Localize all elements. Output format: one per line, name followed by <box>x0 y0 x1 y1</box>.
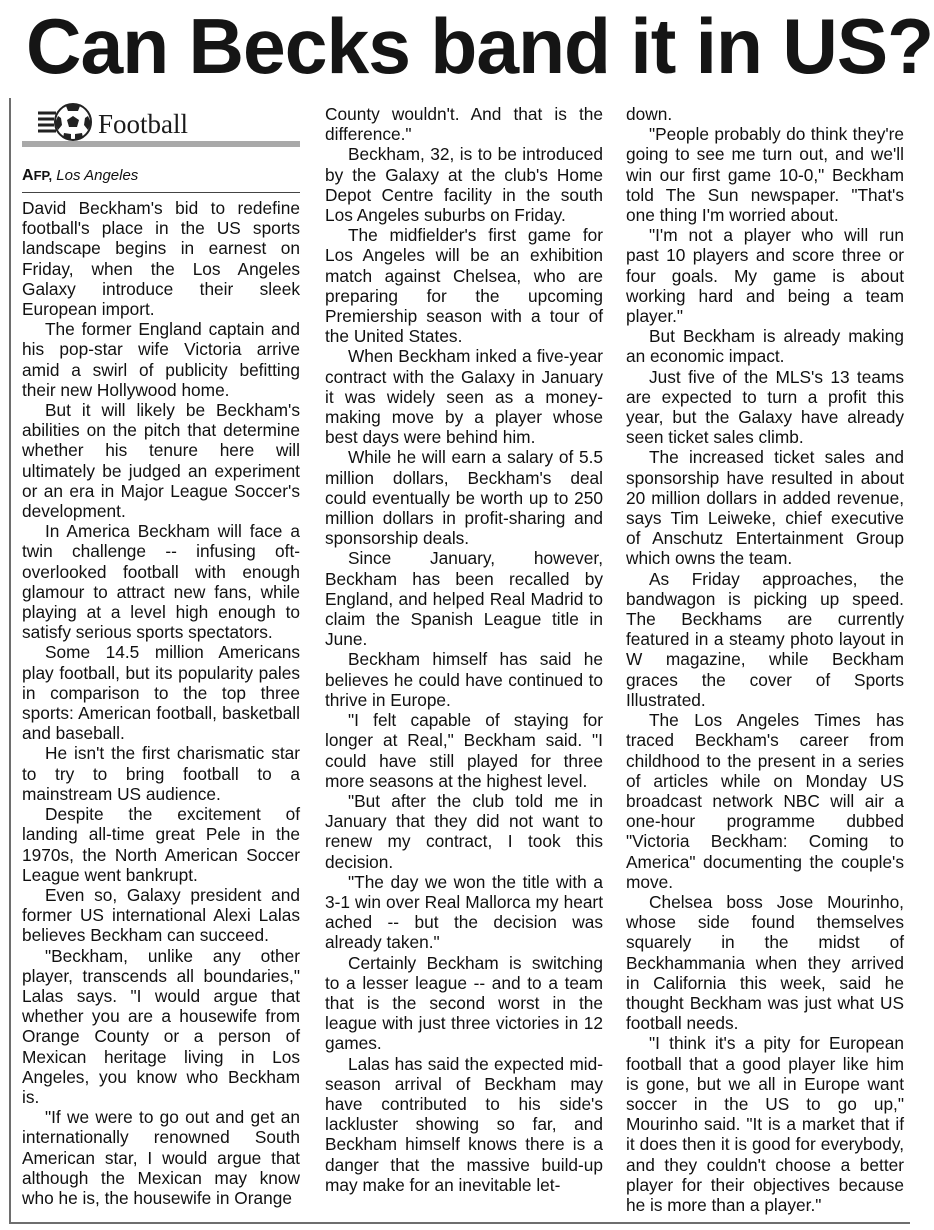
section-bar <box>22 141 300 147</box>
soccer-ball-icon <box>38 103 92 141</box>
article-paragraph: As Friday approaches, the bandwagon is picking up speed. The Beckhams are currently featured in a steamy photo layout in W magazine, while Beckham graces the cover of Sports Illustrated. <box>626 568 904 710</box>
article-paragraph: The Los Angeles Times has traced Beckham's career from childhood to the present in a series of articles while on Monday US broadcast network NBC will air a one-hour programme dubbed "Victoria Beckham: Coming to America" documenting the couple's move. <box>626 710 904 892</box>
article-column-3 <box>626 104 904 1215</box>
article-paragraph: down. <box>626 104 673 124</box>
section-header <box>22 103 300 147</box>
article-paragraph: Despite the excitement of landing all-time great Pele in the 1970s, the North American Soccer League went bankrupt. <box>22 804 300 885</box>
article-paragraph: "People probably do think they're going to see me turn out, and we'll win our first game 10-0," Beckham told The Sun newspaper. "That's one thing I'm worried about. <box>626 124 904 226</box>
article-paragraph: "If we were to go out and get an internationally renowned South American star, I would argue that although the Mexican may know who he is, the housewife in Orange <box>22 1107 300 1208</box>
article-paragraph: Lalas has said the expected mid-season arrival of Beckham may have contributed to his side's lackluster showing so far, and Beckham himself knows there is a danger that the massive build-up may make for an inevitable let- <box>325 1053 603 1195</box>
section-label: Football <box>98 109 189 139</box>
article-paragraph: "I'm not a player who will run past 10 players and score three or four goals. My game is about working hard and being a team player." <box>626 225 904 327</box>
article-paragraph: While he will earn a salary of 5.5 million dollars, Beckham's deal could eventually be worth up to 250 million dollars in profit-sharing and sponsorship deals. <box>325 447 603 549</box>
article-paragraph: The increased ticket sales and sponsorship have resulted in about 20 million dollars in added revenue, says Tim Leiweke, chief executive of Anschutz Entertainment Group which owns the team. <box>626 447 904 569</box>
article-paragraph: Some 14.5 million Americans play football, but its popularity pales in comparison to the top three sports: American football, basketball and baseball. <box>22 642 300 744</box>
article-paragraph: David Beckham's bid to redefine football's place in the US sports landscape begins in earnest on Friday, when the Los Angeles Galaxy introduce their sleek European import. <box>22 198 300 320</box>
article-paragraph: Even so, Galaxy president and former US international Alexi Lalas believes Beckham can succeed. <box>22 884 300 946</box>
article-paragraph: In America Beckham will face a twin challenge -- infusing oft-overlooked football with enough glamour to attract new fans, while playing at a level high enough to satisfy serious sports spectators. <box>22 521 300 643</box>
article-column-1 <box>22 198 300 1208</box>
byline <box>22 166 300 192</box>
article-paragraph: "But after the club told me in January that they did not want to renew my contract, I took this decision. <box>325 790 603 872</box>
article-paragraph: Beckham himself has said he believes he could have continued to thrive in Europe. <box>325 649 603 710</box>
article-paragraph: When Beckham inked a five-year contract with the Galaxy in January it was widely seen as a money-making move by a player whose best days were behind him. <box>325 346 603 448</box>
byline-rule <box>22 192 300 193</box>
article-paragraph: Certainly Beckham is switching to a lesser league -- and to a team that is the second worst in the league with just three victories in 12 games. <box>325 952 603 1054</box>
article-paragraph: Just five of the MLS's 13 teams are expected to turn a profit this year, but the Galaxy have already seen ticket sales climb. <box>626 366 904 448</box>
article-paragraph: Since January, however, Beckham has been recalled by England, and helped Real Madrid to claim the Spanish League title in June. <box>325 548 603 650</box>
headline: Can Becks band it in US? <box>26 2 934 90</box>
article-paragraph: Chelsea boss Jose Mourinho, whose side found themselves squarely in the midst of Beckhammania when they arrived in California this week, said he thought Beckham was just what US football needs. <box>626 891 904 1034</box>
article-paragraph: But it will likely be Beckham's abilities on the pitch that determine whether his tenure here will ultimately be judged an experiment or an era in Major League Soccer's development. <box>22 400 300 522</box>
bottom-rule <box>9 1222 910 1224</box>
article-paragraph: "I felt capable of staying for longer at Real," Beckham said. "I could have still played for three more seasons at the highest level. <box>325 710 603 791</box>
article-paragraph: County wouldn't. And that is the difference." <box>325 104 603 145</box>
column-rule-left <box>9 98 11 1224</box>
article-column-2 <box>325 104 603 1195</box>
article-paragraph: "Beckham, unlike any other player, transcends all boundaries," Lalas says. "I would argue that whether you are a housewife from Orange County or a person of Mexican heritage living in Los Angeles, you know who Beckham is. <box>22 945 300 1107</box>
article-paragraph: But Beckham is already making an economic impact. <box>626 326 904 367</box>
byline-location: Los Angeles <box>56 167 139 184</box>
article-paragraph: The midfielder's first game for Los Angeles will be an exhibition match against Chelsea, who are preparing for the upcoming Premiership season with a tour of the United States. <box>325 225 603 347</box>
article-paragraph: "The day we won the title with a 3-1 win over Real Mallorca my heart ached -- but the decision was already taken." <box>325 871 603 953</box>
article-paragraph: The former England captain and his pop-star wife Victoria arrive amid a swirl of publicity befitting their new Hollywood home. <box>22 319 300 400</box>
article-paragraph: Beckham, 32, is to be introduced by the Galaxy at the club's Home Depot Centre facility in the south Los Angeles suburbs on Friday. <box>325 144 603 226</box>
article-paragraph: He isn't the first charismatic star to try to bring football to a mainstream US audience. <box>22 743 300 804</box>
byline-agency: AFP, <box>22 167 53 184</box>
article-paragraph: "I think it's a pity for European football that a good player like him is gone, but we all in Europe want soccer in the US to go up," Mourinho said. "It is a market that if it does then it is good for everybody, and they couldn't choose a better player for their objectives because he is more than a player." <box>626 1033 904 1215</box>
